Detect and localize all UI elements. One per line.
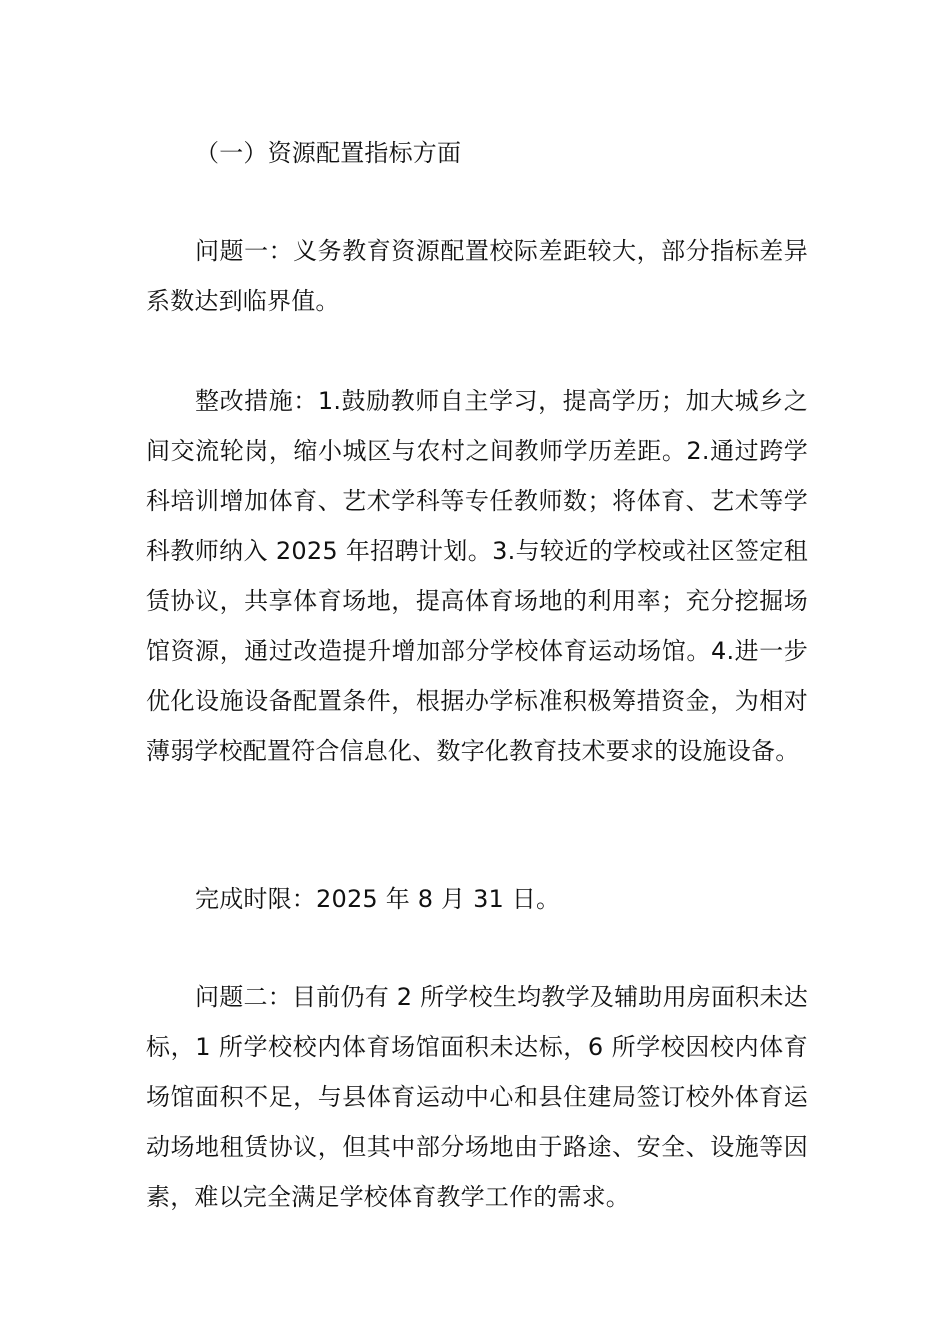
deadline-paragraph: 完成时限：2025 年 8 月 31 日。 (195, 885, 561, 913)
problem-two-paragraph: 问题二：目前仍有 2 所学校生均教学及辅助用房面积未达标，1 所学校校内体育场馆面积未达标，6 所学校因校内体育场馆面积不足，与县体育运动中心和县住建局签订校外体育运动场地租赁协议，但其中部分场地由于路途、安全、设施等因素，难以完全满足学校体育教学工作的需求。 (146, 983, 808, 1211)
rectification-measures-paragraph: 整改措施：1.鼓励教师自主学习，提高学历；加大城乡之间交流轮岗，缩小城区与农村之间教师学历差距。2.通过跨学科培训增加体育、艺术学科等专任教师数；将体育、艺术等学科教师纳入 2025 年招聘计划。3.与较近的学校或社区签定租赁协议，共享体育场地，提高体育场地的利用率；充分挖掘场馆资源，通过改造提升增加部分学校体育运动场馆。4.进一步优化设施设备配置条件，根据办学标准积极筹措资金，为相对薄弱学校配置符合信息化、数字化教育技术要求的设施设备。 (146, 387, 808, 765)
section-heading: （一）资源配置指标方面 (195, 139, 462, 167)
problem-one-paragraph: 问题一：义务教育资源配置校际差距较大，部分指标差异系数达到临界值。 (146, 237, 808, 315)
